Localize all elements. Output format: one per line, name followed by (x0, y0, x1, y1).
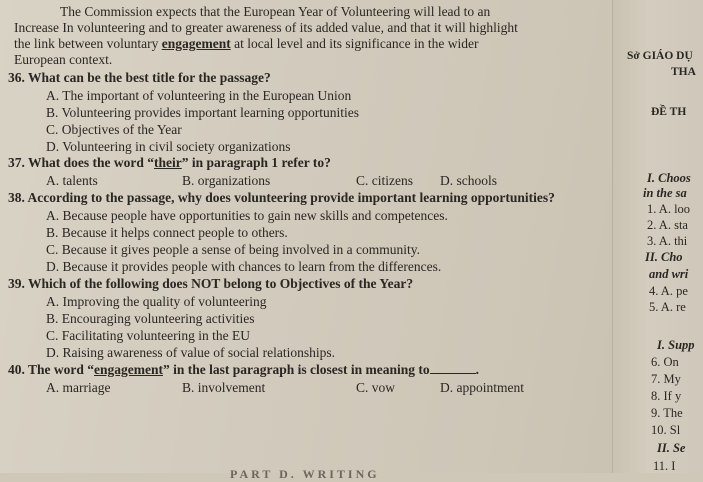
question-40-stem-end: . (475, 362, 480, 377)
question-40-keyword: engagement (94, 362, 163, 377)
question-39-option-a: A. Improving the quality of volunteering (46, 294, 267, 309)
bottom-section-heading: PART D. WRITING (230, 467, 380, 481)
right-item-8: 8. If y (651, 389, 682, 403)
adjacent-page (612, 0, 703, 473)
right-section-2: II. Cho (645, 250, 683, 264)
right-item-2: 2. A. sta (647, 218, 688, 232)
question-40-stem-post: ” in the last paragraph is closest in meaning to (163, 362, 430, 377)
question-38-option-b: B. Because it helps connect people to others. (46, 225, 288, 240)
question-38-stem: 38. According to the passage, why does volunteering provide important learning opportunities? (8, 190, 555, 205)
question-37-option-c: C. citizens (356, 173, 413, 188)
question-40-stem (8, 362, 479, 378)
right-item-1: 1. A. loo (647, 202, 691, 216)
right-section-1: I. Choos (647, 171, 691, 185)
right-item-7: 7. My (651, 372, 681, 386)
answer-blank (430, 363, 476, 374)
question-40-option-c: C. vow (356, 380, 396, 395)
question-39-option-b: B. Encouraging volunteering activities (46, 311, 255, 326)
question-39-stem: 39. Which of the following does NOT belong to Objectives of the Year? (8, 276, 414, 291)
question-37-stem-post: ” in paragraph 1 refer to? (181, 155, 331, 170)
question-37-stem-pre: 37. What does the word “ (8, 155, 155, 170)
question-40-option-a: A. marriage (46, 380, 111, 395)
right-item-6: 6. On (651, 355, 679, 369)
right-item-5: 5. A. re (649, 300, 686, 314)
question-36-option-d: D. Volunteering in civil society organizations (46, 139, 291, 154)
passage-line-1: The Commission expects that the European Year of Volunteering will lead to an (60, 4, 491, 19)
question-37-option-a: A. talents (46, 173, 98, 188)
right-item-11: 11. I (653, 459, 676, 473)
question-36-option-b: B. Volunteering provides important learning opportunities (46, 105, 359, 120)
question-39-option-c: C. Facilitating volunteering in the EU (46, 328, 250, 343)
passage-line-4: European context. (14, 52, 113, 67)
question-40-stem-pre: 40. The word “ (8, 362, 95, 377)
passage-line-2: Increase In volunteering and to greater awareness of its added value, and that it will highlight (14, 20, 518, 35)
question-37-stem (8, 155, 331, 171)
question-40-option-d: D. appointment (440, 380, 524, 395)
right-item-9: 9. The (651, 406, 683, 420)
right-section-3: I. Supp (657, 338, 695, 352)
question-36-option-c: C. Objectives of the Year (46, 122, 182, 137)
right-section-2-b: and wri (649, 267, 689, 281)
question-37-keyword: their (154, 155, 182, 170)
question-38-option-d: D. Because it provides people with chances to learn from the differences. (46, 259, 442, 274)
passage-line-3 (14, 36, 479, 52)
right-item-10: 10. Sl (651, 423, 681, 437)
right-item-4: 4. A. pe (649, 284, 688, 298)
question-36-option-a: A. The important of volunteering in the European Union (46, 88, 352, 103)
question-40-option-b: B. involvement (182, 380, 266, 395)
right-header-1: Sở GIÁO DỤ (627, 50, 693, 62)
question-38-option-a: A. Because people have opportunities to gain new skills and competences. (46, 208, 448, 223)
right-header-3: ĐỀ TH (651, 106, 687, 118)
question-36-stem: 36. What can be the best title for the passage? (8, 70, 271, 85)
passage-line-3-pre: the link between voluntary (14, 36, 162, 51)
question-38-option-c: C. Because it gives people a sense of being involved in a community. (46, 242, 421, 257)
passage-line-3-post: at local level and its significance in the wider (230, 36, 479, 51)
right-header-2: THA (671, 66, 696, 78)
question-37-option-b: B. organizations (182, 173, 271, 188)
passage-keyword-engagement: engagement (161, 36, 231, 51)
right-section-1-b: in the sa (643, 186, 687, 200)
right-section-4: II. Se (657, 441, 686, 455)
question-37-option-d: D. schools (440, 173, 497, 188)
question-39-option-d: D. Raising awareness of value of social relationships. (46, 345, 336, 360)
right-item-3: 3. A. thi (647, 234, 688, 248)
